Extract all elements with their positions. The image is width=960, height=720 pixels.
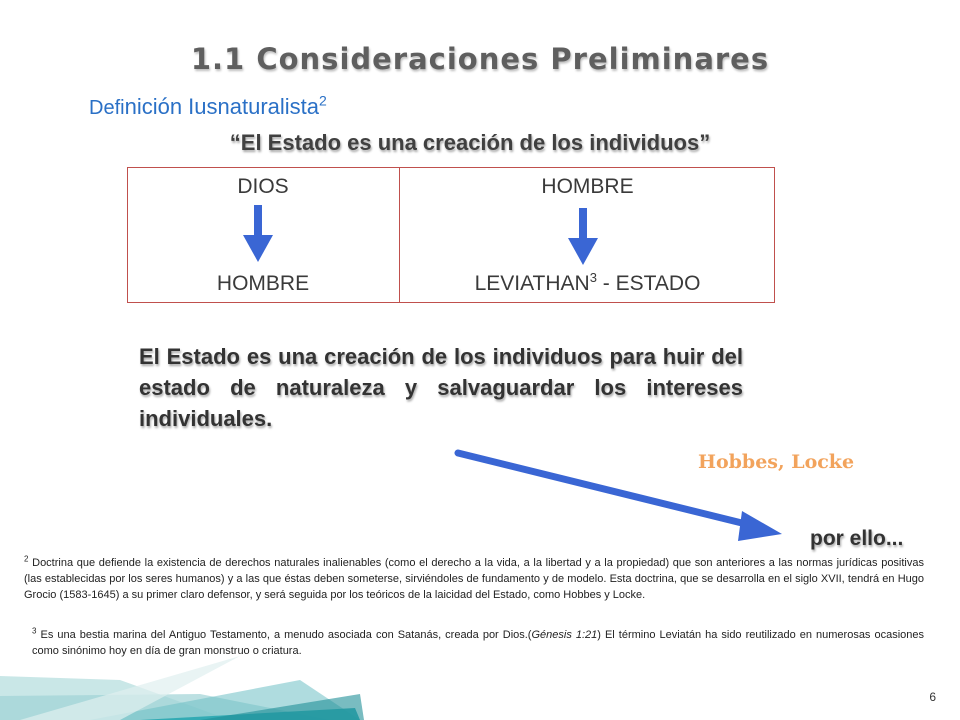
footnote-2-text: Doctrina que defiende la existencia de derechos naturales inalienables (como el derecho a la vida, a la libertad y a la propiedad) que son anteriores a las normas jurídicas positivas (las establecidas por los seres humanos) y a las que éstas deben someterse, sirviéndoles de fundamento y de modelo. Esta doctrina, que se desarrolla en el siglo XVII, tendrá en Hugo Grocio (1583-1645) a su primer claro defensor, y será seguida por los teóricos de la laicidad del Estado, como Hobbes y Locke. bbox=[24, 557, 924, 601]
footnote-3-text-b: ) El término Leviatán ha sido reutilizado en numerosas ocasiones como sinónimo hoy en día de gran monstruo o criatura. bbox=[32, 629, 924, 657]
subtitle-prefix: Defi bbox=[89, 97, 125, 119]
diagram-left-top: DIOS bbox=[237, 175, 289, 198]
main-paragraph: El Estado es una creación de los individuos para huir del estado de naturaleza y salvaguardar los intereses individuales. bbox=[139, 344, 743, 431]
diagram-right-top: HOMBRE bbox=[541, 175, 634, 198]
estado-label: - ESTADO bbox=[596, 272, 701, 295]
leviathan-footnote-ref: 3 bbox=[589, 270, 597, 285]
slide-title: 1.1 Consideraciones Preliminares bbox=[190, 42, 770, 76]
arrow-down-icon-right bbox=[568, 208, 598, 266]
decorative-corner-shapes bbox=[0, 636, 420, 720]
arrow-down-icon-left bbox=[243, 205, 273, 263]
authors-label: Hobbes, Locke bbox=[698, 451, 855, 473]
diagonal-arrow-icon bbox=[450, 445, 790, 545]
footnote-3-number: 3 bbox=[32, 626, 37, 636]
footnote-2-number: 2 bbox=[24, 554, 29, 564]
footnote-2 bbox=[24, 556, 924, 604]
quote: “El Estado es una creación de los individuos” bbox=[229, 130, 711, 155]
footnote-3-citation: Génesis 1:21 bbox=[531, 629, 598, 641]
subtitle-text: nición Iusnaturalista bbox=[124, 94, 320, 119]
diagram-left-bottom: HOMBRE bbox=[216, 272, 310, 295]
subtitle-footnote-ref: 2 bbox=[319, 92, 327, 109]
por-ello-text: por ello... bbox=[810, 527, 904, 550]
leviathan-label: LEVIATHAN bbox=[474, 272, 590, 295]
subtitle bbox=[89, 94, 327, 120]
footnote-3-text-a: Es una bestia marina del Antiguo Testamento, a menudo asociada con Satanás, creada por Dios.( bbox=[40, 629, 532, 641]
page-number: 6 bbox=[929, 690, 936, 704]
diagram-right-bottom bbox=[400, 272, 775, 296]
